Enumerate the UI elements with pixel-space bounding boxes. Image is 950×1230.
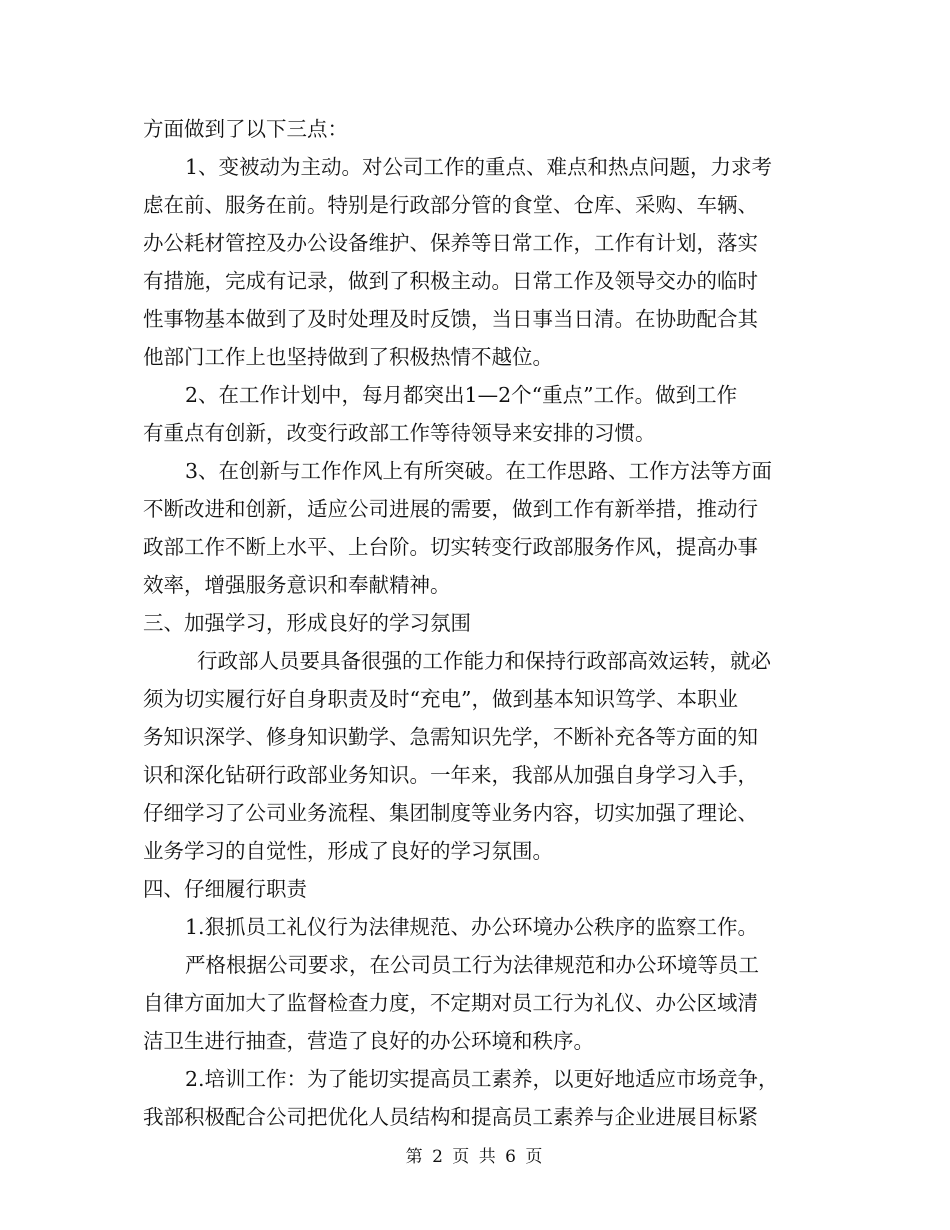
paragraph-line: 2.培训工作：为了能切实提高员工素养，以更好地适应市场竞争， (185, 1067, 779, 1091)
paragraph-line: 3、在创新与工作作风上有所突破。在工作思路、工作方法等方面 (185, 459, 773, 483)
section-heading: 四、仔细履行职责 (143, 877, 307, 901)
paragraph-line: 须为切实履行好自身职责及时“充电”，做到基本知识笃学、本职业 (143, 687, 738, 711)
paragraph-line: 政部工作不断上水平、上台阶。切实转变行政部服务作风，提高办事 (143, 535, 758, 559)
paragraph-line: 方面做到了以下三点： (143, 117, 348, 141)
paragraph-line: 业务学习的自觉性，形成了良好的学习氛围。 (143, 839, 553, 863)
paragraph-line: 行政部人员要具备很强的工作能力和保持行政部高效运转，就必 (197, 649, 771, 673)
paragraph-line: 办公耗材管控及办公设备维护、保养等日常工作，工作有计划，落实 (143, 231, 758, 255)
paragraph-line: 严格根据公司要求，在公司员工行为法律规范和办公环境等员工 (185, 953, 759, 977)
paragraph-line: 仔细学习了公司业务流程、集团制度等业务内容，切实加强了理论、 (143, 801, 758, 825)
paragraph-line: 有重点有创新，改变行政部工作等待领导来安排的习惯。 (143, 421, 656, 445)
paragraph-line: 1.狠抓员工礼仪行为法律规范、办公环境办公秩序的监察工作。 (185, 915, 759, 939)
paragraph-line: 性事物基本做到了及时处理及时反馈，当日事当日清。在协助配合其 (143, 307, 758, 331)
paragraph-line: 识和深化钻研行政部业务知识。一年来，我部从加强自身学习入手， (143, 763, 758, 787)
paragraph-line: 效率，增强服务意识和奉献精神。 (143, 573, 451, 597)
paragraph-line: 2、在工作计划中，每月都突出1—2个“重点”工作。做到工作 (185, 383, 738, 407)
paragraph-line: 不断改进和创新，适应公司进展的需要，做到工作有新举措，推动行 (143, 497, 758, 521)
paragraph-line: 自律方面加大了监督检查力度，不定期对员工行为礼仪、办公区域清 (143, 991, 758, 1015)
section-heading: 三、加强学习，形成良好的学习氛围 (143, 611, 471, 635)
paragraph-line: 务知识深学、修身知识勤学、急需知识先学，不断补充各等方面的知 (143, 725, 758, 749)
paragraph-line: 洁卫生进行抽查，营造了良好的办公环境和秩序。 (143, 1029, 594, 1053)
page-number-footer: 第 2 页 共 6 页 (405, 1147, 545, 1167)
paragraph-line: 有措施，完成有记录，做到了积极主动。日常工作及领导交办的临时 (143, 269, 758, 293)
paragraph-line: 虑在前、服务在前。特别是行政部分管的食堂、仓库、采购、车辆、 (143, 193, 758, 217)
paragraph-line: 他部门工作上也坚持做到了积极热情不越位。 (143, 345, 553, 369)
paragraph-line: 我部积极配合公司把优化人员结构和提高员工素养与企业进展目标紧 (143, 1105, 758, 1129)
paragraph-line: 1、变被动为主动。对公司工作的重点、难点和热点问题，力求考 (185, 155, 773, 179)
document-body (143, 110, 803, 1136)
